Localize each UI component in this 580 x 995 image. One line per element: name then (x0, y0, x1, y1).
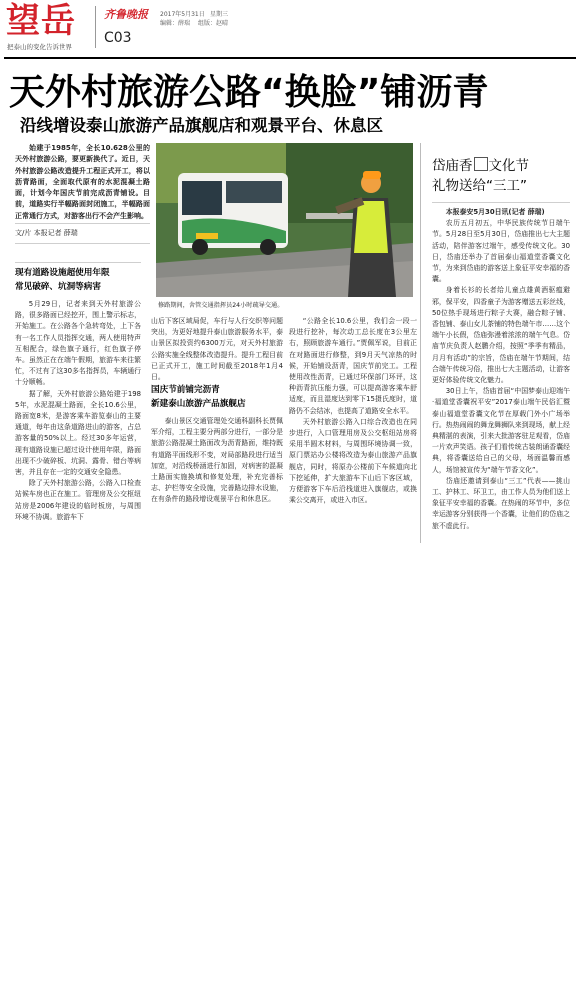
sidebar-byline: 本报泰安5月30日讯(记者 薛瑞) (445, 208, 545, 216)
headline-part-c: ”铺沥青 (356, 72, 489, 113)
sidebar-paragraph: 30日上午，岱庙首届“中国梦泰山迎端午·福道堂香囊祝平安”2017泰山端午民俗汇暨泰山福道堂香囊文化节在厚载门外小广场举行。热热闹闹的舞龙舞狮队来到现场，献上经典精湛的表演，引来大批游客驻足观看，岱庙一片欢声笑语。孩子们看传统古装朗诵香囊经典，将香囊送给自己的父母，场面温馨而感人，场馆被宣传为“端午节香文化”。 (432, 387, 570, 474)
col1-paragraph: 除了天外村旅游公路，公路入口检查站候车房也正在施工。管理房及公交枢纽站房是2006年建设的临时板房，与周围环境不协调。旅游车下 (15, 479, 141, 521)
masthead-editor: 编辑：薛瑞 (160, 20, 191, 27)
sidebar-title-rule (432, 202, 570, 203)
masthead-rule (4, 57, 576, 59)
col2-subhead-2: 新建泰山旅游产品旗舰店 (151, 399, 246, 409)
headline (9, 72, 488, 114)
col1-paragraph: 5月29日，记者来到天外村旅游公路，很多路面已经挖开，围上警示标志，开始施工。在公路各个急转弯处，上下各有一名工作人员指挥交通，两人使用特声互相配合，绿色旗子通行，红色旗子停车。虽然正在在端午假期，旅游车来往繁忙，不过有了这30多名指挥员，车辆通行十分顺畅。 (15, 300, 141, 387)
road-bus-worker-illustration (156, 143, 413, 297)
col2-subhead-1: 国庆节前铺完沥青 (151, 385, 220, 395)
masthead-brand: 望岳 (6, 1, 76, 41)
col3-body (289, 316, 417, 506)
headline-part-b: 换脸 (284, 72, 357, 113)
col1-body (15, 299, 141, 523)
col2-body-top (151, 316, 283, 383)
col2-paragraph: 山后下客区域局促，车行与人行交织等问题突出，为更好地提升泰山旅游服务水平，泰山景区拟投资约6300万元，对天外村旅游公路实施全线整体改造提升。提升工程目前已正式开工，施工时间截至2018年1月4日。 (151, 317, 283, 382)
headline-part-a: 天外村旅游公路“ (9, 72, 285, 113)
missing-glyph-icon (474, 157, 488, 171)
sidebar-divider (420, 143, 421, 543)
lead-divider-bottom (15, 243, 150, 244)
col1-subhead-2: 常见破碎、坑洞等病害 (15, 282, 101, 292)
col2-paragraph: 泰山景区交通管理处交通科副科长贾佩军介绍，工程主要分两部分进行，一部分是旅游公路混凝土路面改为沥青路面，维持既有道路平面线形不变，对局部路段进行适当加宽，对沿线桥涵进行加固，对病害的混凝土路面实施换填和修复处理，补充完善标志、护栏等安全设施，完善路边排水设施，在有条件的路段增设观景平台和休息区。 (151, 417, 283, 504)
col1-top-rule (15, 262, 141, 263)
masthead-paper-logo: 齐鲁晚报 (104, 8, 148, 21)
col1-paragraph: 据了解，天外村旅游公路始建于1985年，水泥混凝土路面，全长10.6公里，路面宽8米，是游客乘车游览泰山的主要通道，每年由这条道路进山的游客，占总游客量的50%以上。经过30多年运营，现有道路设施已超过设计使用年限，路面出现不少破碎板、坑洞、露骨、错台等病害，并且存在一定的交通安全隐患。 (15, 389, 141, 477)
sidebar-title-line-2: 礼物送给“三工” (432, 178, 527, 194)
masthead-divider (95, 6, 96, 48)
col3-paragraph: “公路全长10.6公里，我们会一段一段进行挖补，每次动工总长度在3公里左右，照顾旅游车通行。”贾佩军说，目前正在对路面进行修整，到9月天气凉热的时候，开始铺设沥青，国庆节前完工。工程使用改性沥青，已通过环保部门环评，这种沥青抗压能力强，可以提高游客乘车舒适度，而且湿度达到零下15摄氏度时，道路仍不会结冰，也提高了道路安全水平。 (289, 317, 417, 415)
lead-paragraph: 始建于1985年，全长10.628公里的天外村旅游公路，要更新换代了。近日，天外村旅游公路改造提升工程正式开工，将以沥青路面，全面取代原有的水泥混凝土路面，计划今年国庆节前完成沥青铺设。目前，道路实行半幅路面封闭施工，半幅路面正常通行方式，对游客出行不会产生影响。 (15, 144, 150, 220)
sidebar-title-line-1: 岱庙香 文化节 (432, 158, 529, 174)
col3-paragraph: 天外村旅游公路入口综合改造也在同步进行，入口管理用房及公交枢纽站房将采用半圆木材料，与周围环境协调一致，原门票站办公楼将改造为泰山旅游产品旗舰店，同时，将原办公楼前下车候道向北下挖延伸，扩大旅游车下山后下客区域，方便游客下车后沿栈道进入旗舰店，或换乘公交离开，或进入市区。 (289, 417, 417, 505)
masthead-date: 2017年5月31日 (160, 11, 205, 18)
lead-divider (15, 223, 150, 224)
photo-caption: 修路期间，舍管交通指挥员24小时疏导交通。 (158, 302, 284, 309)
col1-subhead-1: 现有道路设施超使用年限 (15, 268, 110, 278)
sidebar-paragraph: 岱庙还邀请到泰山“三工”代表——挑山工、护林工、环卫工，由工作人员为他们送上象征平安幸福的香囊。在热闹的环节中，多位幸运游客分别获得一个香囊，让他们的岱庙之旅不虚此行。 (432, 476, 570, 530)
sidebar-paragraph: 身着长衫的长者给儿童点雄黄酒驱瘟避邪，保平安，四香童子为游客赠送五彩丝线，50位热手现场进行粽子大赛，融合粽子铺、香包铺、泰山女儿茶铺的特色端午市……这个端午小长假，岱庙弥漫着浓浓的端午气息。岱庙节庆负责人赵鹏介绍，按照“季季有精品，月月有活动”的宗旨，岱庙在端午节期间，结合端午传统习俗，推出七大主题活动，让游客更好体验传统文化魅力。 (432, 286, 570, 385)
news-photo (156, 143, 413, 297)
masthead-slogan: 把泰山的变化告诉世界 (7, 43, 72, 51)
subheadline: 沿线增设泰山旅游产品旗舰店和观景平台、休息区 (20, 116, 383, 135)
sidebar-body (432, 207, 570, 532)
col2-body-bottom (151, 416, 283, 506)
masthead-weekday: 星期三 (210, 11, 229, 18)
sidebar-paragraph: 农历五月初五，中华民族传统节日端午节。5月28日至5月30日，岱庙推出七大主题活动，陪伴游客过端午，感受传统文化。30日，岱庙还举办了首届泰山福道堂香囊文化节，为来到岱庙的游客送上象征平安幸福的香囊。 (432, 219, 570, 284)
sidebar-title (432, 156, 572, 196)
masthead-designer: 组版：赵晴 (198, 20, 229, 27)
lead-byline: 文/片 本报记者 薛瑞 (15, 229, 78, 237)
page-code: C03 (104, 30, 132, 46)
